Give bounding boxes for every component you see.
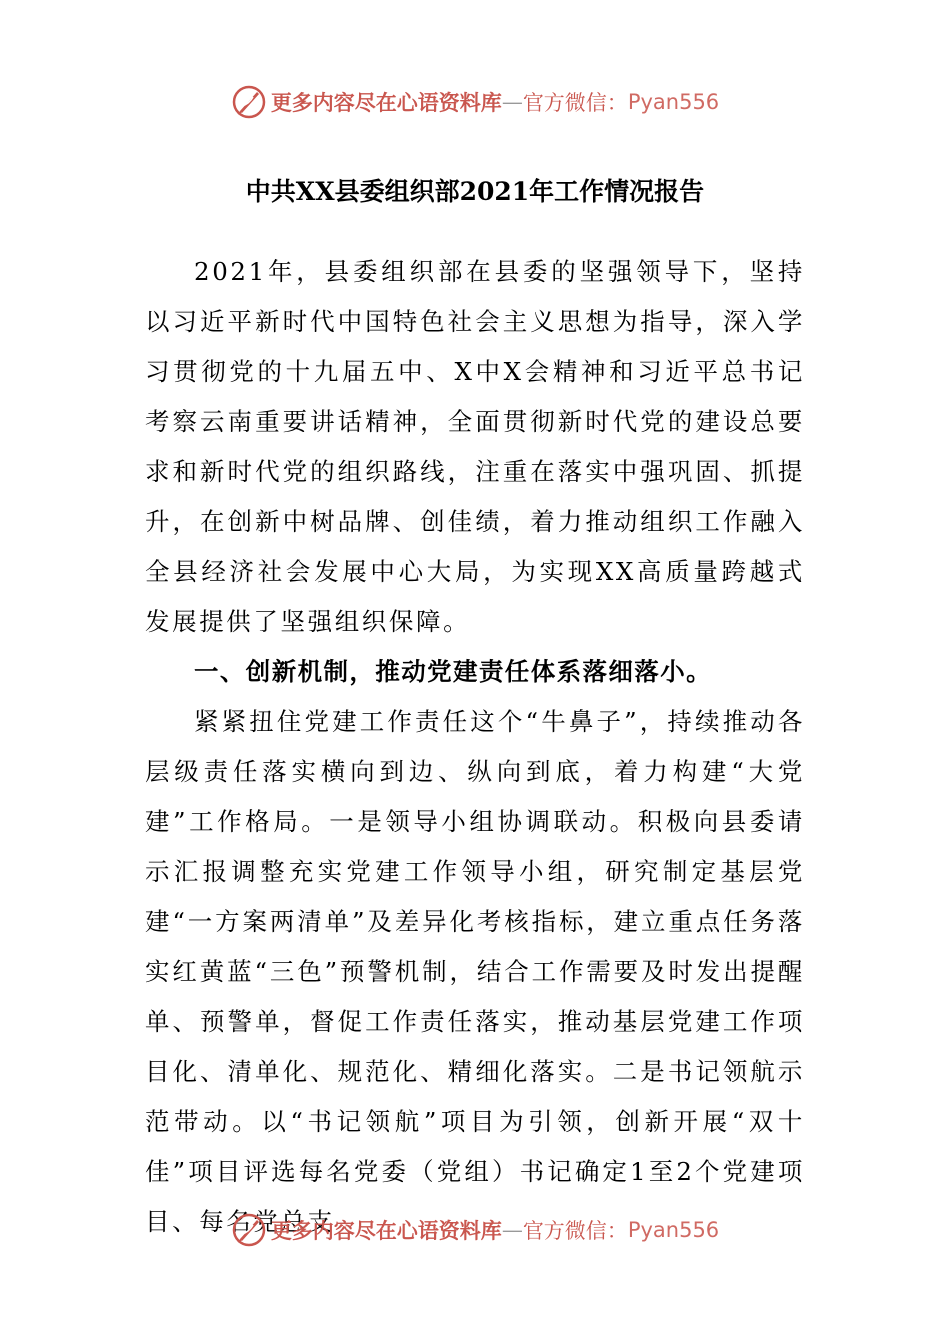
section-1-paragraph: 紧紧扭住党建工作责任这个“牛鼻子”，持续推动各层级责任落实横向到边、纵向到底，着力构建“大党建”工作格局。一是领导小组协调联动。积极向县委请示汇报调整充实党建工作领导小组，研究制定基层党建“一方案两清单”及差异化考核指标，建立重点任务落实红黄蓝“三色”预警机制，结合工作需要及时发出提醒单、预警单，督促工作责任落实，推动基层党建工作项目化、清单化、规范化、精细化落实。二是书记领航示范带动。以“书记领航”项目为引领，创新开展“双十佳”项目评选每名党委（党组）书记确定1至2个党建项目、每名党总支 bbox=[145, 707, 805, 1236]
watermark-contact-label: 官方微信： bbox=[522, 1219, 628, 1243]
footer-watermark bbox=[0, 1208, 950, 1252]
document-title: 中共XX县委组织部2021年工作情况报告 bbox=[245, 177, 705, 206]
document-body bbox=[145, 247, 805, 1247]
section-1-heading: 一、创新机制，推动党建责任体系落细落小。 bbox=[194, 657, 712, 686]
quill-pen-logo-icon bbox=[231, 1212, 267, 1248]
intro-paragraph: 2021年，县委组织部在县委的坚强领导下，坚持以习近平新时代中国特色社会主义思想为指导，深入学习贯彻党的十九届五中、X中X会精神和习近平总书记考察云南重要讲话精神，全面贯彻新时代党的建设总要求和新时代党的组织路线，注重在落实中强巩固、抓提升，在创新中树品牌、创佳绩，着力推动组织工作融入全县经济社会发展中心大局，为实现XX高质量跨越式发展提供了坚强组织保障。 bbox=[145, 257, 805, 636]
watermark-dash: — bbox=[501, 1218, 523, 1242]
watermark-wechat-id: Pyan556 bbox=[627, 90, 720, 114]
watermark-dash: — bbox=[501, 90, 523, 114]
watermark-brand: 更多内容尽在心语资料库 bbox=[270, 90, 502, 115]
watermark-contact-label: 官方微信： bbox=[522, 91, 628, 115]
header-watermark bbox=[0, 80, 950, 124]
watermark-wechat-id: Pyan556 bbox=[627, 1218, 720, 1242]
watermark-brand: 更多内容尽在心语资料库 bbox=[270, 1218, 502, 1243]
quill-pen-logo-icon bbox=[231, 84, 267, 120]
